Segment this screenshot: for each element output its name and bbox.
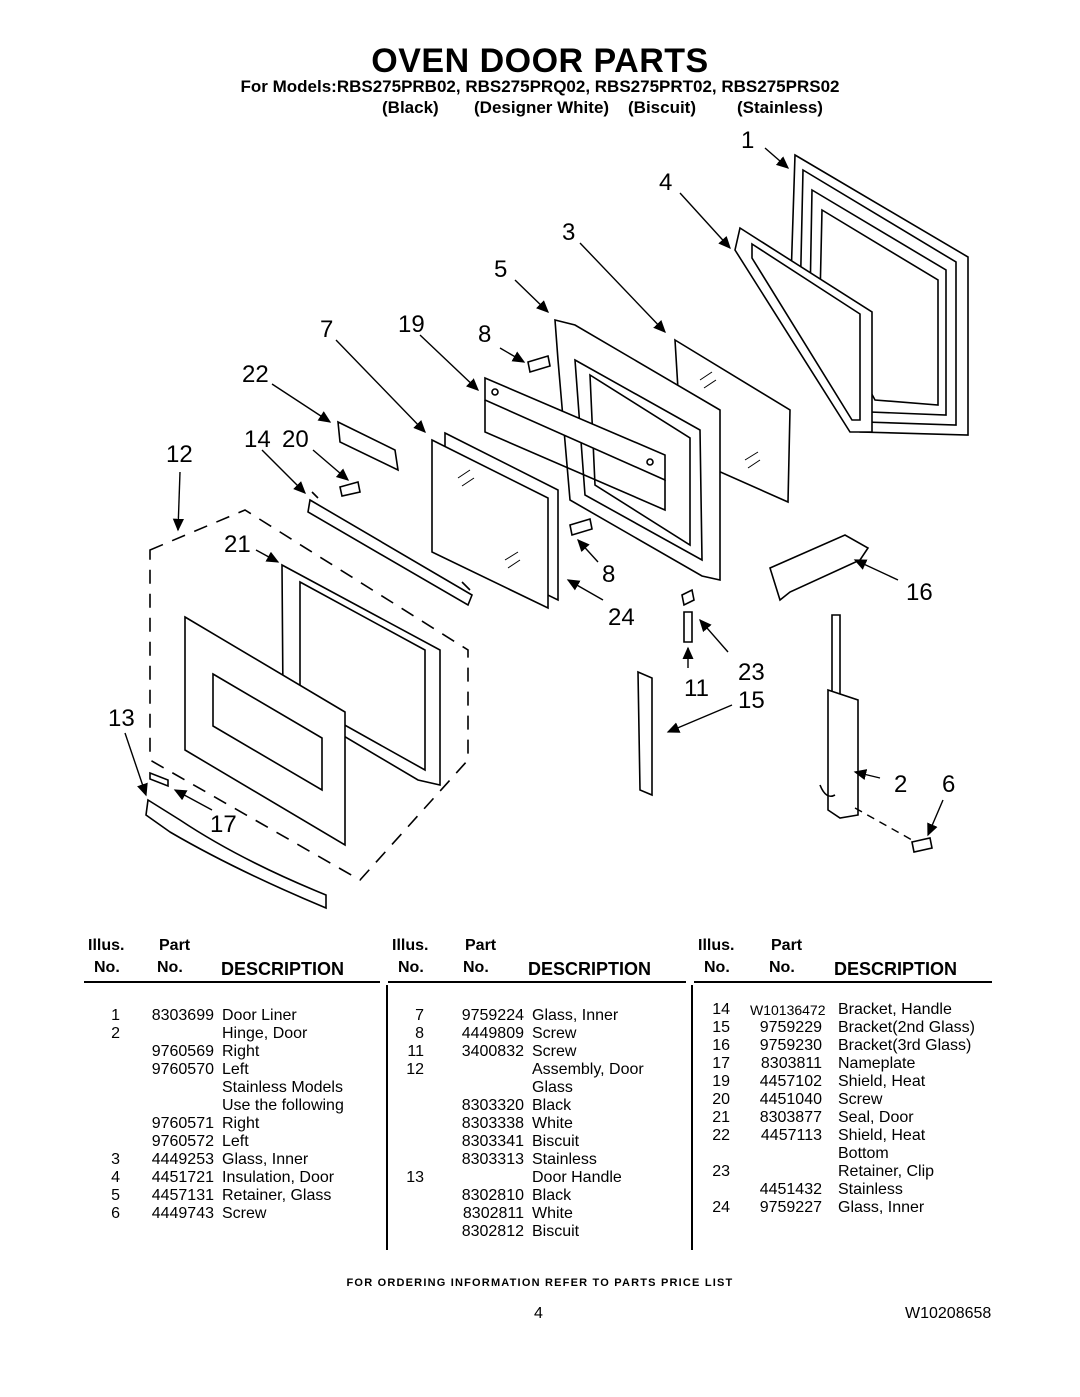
door-hinge-part <box>820 615 858 818</box>
description-cell: Stainless <box>838 1181 903 1198</box>
models-line: For Models:RBS275PRB02, RBS275PRQ02, RBS275PRT02, RBS275PRS02 <box>240 77 840 96</box>
table-row <box>694 1163 992 1181</box>
description-cell: Glass <box>532 1079 573 1096</box>
illus-no-cell: 23 <box>712 1163 730 1180</box>
finish-biscuit: (Biscuit) <box>628 98 696 117</box>
part-no-header: No. <box>157 959 183 976</box>
description-cell: Glass, Inner <box>838 1199 925 1216</box>
table-row <box>388 1205 686 1223</box>
illus-no-cell: 3 <box>111 1151 120 1168</box>
part-no-cell: 8303320 <box>461 1097 524 1114</box>
description-cell: Screw <box>532 1025 577 1042</box>
part-no-cell: 4451721 <box>151 1169 214 1186</box>
description-header: DESCRIPTION <box>528 959 652 979</box>
illus-no-cell: 20 <box>712 1091 730 1108</box>
part-no-cell: 9759230 <box>759 1037 822 1054</box>
part-no-cell: 8303811 <box>760 1055 822 1072</box>
description-cell: Right <box>222 1043 260 1060</box>
table-row <box>84 1187 380 1205</box>
column-divider <box>691 985 693 1250</box>
parts-rows <box>694 983 992 1217</box>
table-row <box>694 1019 992 1037</box>
table-header <box>694 935 992 983</box>
table-row <box>388 1223 686 1241</box>
part-no-cell: 4451040 <box>759 1091 822 1108</box>
table-row <box>694 1073 992 1091</box>
illus-no-cell: 19 <box>712 1073 730 1090</box>
illus-no-cell: 22 <box>712 1127 730 1144</box>
callout-14: 14 <box>244 426 271 453</box>
finish-designer-white: (Designer White) <box>474 98 610 117</box>
illus-no-cell: 17 <box>712 1055 730 1072</box>
table-row <box>388 1079 686 1097</box>
callout-17: 17 <box>210 811 237 838</box>
illus-header: Illus. <box>392 937 429 954</box>
illus-no-cell: 5 <box>111 1187 120 1204</box>
callout-6: 6 <box>942 771 956 798</box>
part-no-cell: 8303877 <box>759 1109 822 1126</box>
illus-no-cell: 13 <box>406 1169 424 1186</box>
table-header <box>388 935 686 983</box>
illus-no-cell: 6 <box>111 1205 120 1222</box>
illus-no-header: No. <box>94 959 120 976</box>
finish-black: (Black) <box>382 98 439 117</box>
table-row <box>388 1169 686 1187</box>
page-title: OVEN DOOR PARTS <box>371 42 709 80</box>
table-row <box>388 1025 686 1043</box>
description-cell: Screw <box>838 1091 883 1108</box>
callout-8-bottom: 8 <box>602 561 616 588</box>
callout-12: 12 <box>166 441 193 468</box>
callout-15: 15 <box>738 687 765 714</box>
description-cell: Stainless <box>532 1151 597 1168</box>
illus-no-cell: 12 <box>406 1061 424 1078</box>
table-row <box>84 1115 380 1133</box>
description-header: DESCRIPTION <box>834 959 958 979</box>
table-row <box>694 1127 992 1145</box>
part-no-cell: 9759229 <box>759 1019 822 1036</box>
illus-no-cell: 14 <box>712 1001 730 1018</box>
table-row <box>694 1109 992 1127</box>
part-no-cell: 4457113 <box>760 1127 822 1144</box>
illus-no-cell: 15 <box>712 1019 730 1036</box>
illus-no-cell: 8 <box>415 1025 424 1042</box>
table-row <box>694 1091 992 1109</box>
description-cell: Shield, Heat <box>838 1127 926 1144</box>
table-row <box>84 1025 380 1043</box>
description-cell: Left <box>222 1061 249 1078</box>
callout-4: 4 <box>659 169 673 196</box>
table-row <box>694 1037 992 1055</box>
page-number: 4 <box>534 1305 543 1322</box>
bottom-heat-shield-part <box>338 422 398 470</box>
part-no-cell: 4451432 <box>759 1181 822 1198</box>
part-no-header: No. <box>463 959 489 976</box>
table-row <box>388 1115 686 1133</box>
illus-no-cell: 24 <box>712 1199 730 1216</box>
part-no-cell: 8302810 <box>461 1187 524 1204</box>
callout-11: 11 <box>684 675 709 702</box>
table-row <box>694 1181 992 1199</box>
description-cell: Glass, Inner <box>532 1007 619 1024</box>
parts-table-column-3 <box>694 935 992 1217</box>
callout-13: 13 <box>108 705 135 732</box>
description-cell: Glass, Inner <box>222 1151 309 1168</box>
part-no-cell: 9760570 <box>151 1061 214 1078</box>
table-row <box>84 1205 380 1223</box>
part-no-cell: 9760571 <box>151 1115 214 1132</box>
description-cell: Black <box>532 1187 572 1204</box>
callout-22: 22 <box>242 361 269 388</box>
part-no-cell: 9759227 <box>759 1199 822 1216</box>
description-cell: Door Liner <box>222 1007 297 1024</box>
part-no-cell: 8303341 <box>461 1133 524 1150</box>
table-row <box>84 1151 380 1169</box>
table-row <box>84 1169 380 1187</box>
description-cell: Left <box>222 1133 249 1150</box>
callout-7: 7 <box>320 316 334 343</box>
callout-21: 21 <box>224 531 251 558</box>
illus-header: Illus. <box>88 937 125 954</box>
callout-1: 1 <box>741 127 755 154</box>
table-header <box>84 935 380 983</box>
table-row <box>84 1007 380 1025</box>
part-no-cell: 8303338 <box>461 1115 524 1132</box>
description-cell: Retainer, Clip <box>838 1163 935 1180</box>
description-cell: Biscuit <box>532 1223 580 1240</box>
part-header: Part <box>771 937 803 954</box>
callout-19: 19 <box>398 311 425 338</box>
part-no-cell: 4457102 <box>759 1073 822 1090</box>
parts-table-column-2 <box>388 935 686 1241</box>
ordering-note: FOR ORDERING INFORMATION REFER TO PARTS PRICE LIST <box>346 1277 734 1289</box>
parts-table-column-1 <box>84 935 380 1223</box>
parts-rows <box>388 983 686 1241</box>
nameplate-part <box>150 773 168 786</box>
description-cell: Retainer, Glass <box>222 1187 332 1204</box>
description-cell: Door Handle <box>532 1169 622 1186</box>
table-row <box>694 1055 992 1073</box>
table-row <box>388 1061 686 1079</box>
description-cell: Bracket, Handle <box>838 1001 952 1018</box>
part-no-cell: 9760569 <box>151 1043 214 1060</box>
part-no-cell: 8302812 <box>461 1223 524 1240</box>
illus-no-cell: 16 <box>712 1037 730 1054</box>
description-header: DESCRIPTION <box>221 959 345 979</box>
description-cell: Bracket(3rd Glass) <box>838 1037 972 1054</box>
part-header: Part <box>159 937 191 954</box>
part-no-cell: 9760572 <box>151 1133 214 1150</box>
callout-24: 24 <box>608 604 635 631</box>
part-no-header: No. <box>769 959 795 976</box>
part-no-cell: 4457131 <box>151 1187 214 1204</box>
part-no-cell: 3400832 <box>461 1043 524 1060</box>
description-cell: Screw <box>532 1043 577 1060</box>
illus-no-cell: 1 <box>111 1007 120 1024</box>
screw-11-part <box>684 612 692 642</box>
illus-no-cell: 21 <box>712 1109 730 1126</box>
parts-rows <box>84 983 380 1223</box>
table-row <box>84 1043 380 1061</box>
callout-5: 5 <box>494 256 508 283</box>
callout-16: 16 <box>906 579 933 606</box>
description-cell: Bottom <box>838 1145 889 1162</box>
part-no-cell: 8302811 <box>462 1205 524 1222</box>
part-no-cell: W10136472 <box>750 1002 826 1018</box>
description-cell: White <box>532 1115 573 1132</box>
part-no-cell: 4449253 <box>151 1151 214 1168</box>
description-cell: Nameplate <box>838 1055 916 1072</box>
finish-stainless: (Stainless) <box>737 98 823 117</box>
part-no-cell: 4449809 <box>461 1025 524 1042</box>
callout-23: 23 <box>738 659 765 686</box>
description-cell: Assembly, Door <box>532 1061 644 1078</box>
table-row <box>388 1133 686 1151</box>
table-row <box>84 1061 380 1079</box>
table-row <box>694 1145 992 1163</box>
illus-no-header: No. <box>398 959 424 976</box>
description-cell: Screw <box>222 1205 267 1222</box>
table-row <box>388 1187 686 1205</box>
document-number: W10208658 <box>905 1305 992 1322</box>
description-cell: Use the following <box>222 1097 344 1114</box>
table-row <box>388 1097 686 1115</box>
illus-no-cell: 4 <box>111 1169 120 1186</box>
callout-8-top: 8 <box>478 321 492 348</box>
illus-no-cell: 11 <box>407 1043 424 1060</box>
callout-2: 2 <box>894 771 908 798</box>
illus-header: Illus. <box>698 937 735 954</box>
description-cell: Hinge, Door <box>222 1025 308 1042</box>
illus-no-cell: 7 <box>415 1007 424 1024</box>
table-row <box>694 1001 992 1019</box>
description-cell: Seal, Door <box>838 1109 914 1126</box>
callout-3: 3 <box>562 219 576 246</box>
part-no-cell: 8303313 <box>461 1151 524 1168</box>
part-no-cell: 9759224 <box>461 1007 524 1024</box>
description-cell: Black <box>532 1097 572 1114</box>
part-header: Part <box>465 937 497 954</box>
table-row <box>84 1133 380 1151</box>
description-cell: Insulation, Door <box>222 1169 335 1186</box>
bracket-2nd-glass-part <box>638 672 652 795</box>
table-row <box>388 1151 686 1169</box>
description-cell: Right <box>222 1115 260 1132</box>
description-cell: White <box>532 1205 573 1222</box>
illus-no-header: No. <box>704 959 730 976</box>
clip-retainer-part <box>682 590 694 605</box>
illus-no-cell: 2 <box>111 1025 120 1042</box>
description-cell: Biscuit <box>532 1133 580 1150</box>
part-no-cell: 8303699 <box>151 1007 214 1024</box>
description-cell: Shield, Heat <box>838 1073 926 1090</box>
description-cell: Stainless Models <box>222 1079 343 1096</box>
bracket-3rd-glass-part <box>770 535 868 600</box>
table-row <box>388 1007 686 1025</box>
table-row <box>84 1079 380 1097</box>
table-row <box>388 1043 686 1061</box>
table-row <box>694 1199 992 1217</box>
part-no-cell: 4449743 <box>151 1205 214 1222</box>
callout-20: 20 <box>282 426 309 453</box>
table-row <box>84 1097 380 1115</box>
description-cell: Bracket(2nd Glass) <box>838 1019 975 1036</box>
